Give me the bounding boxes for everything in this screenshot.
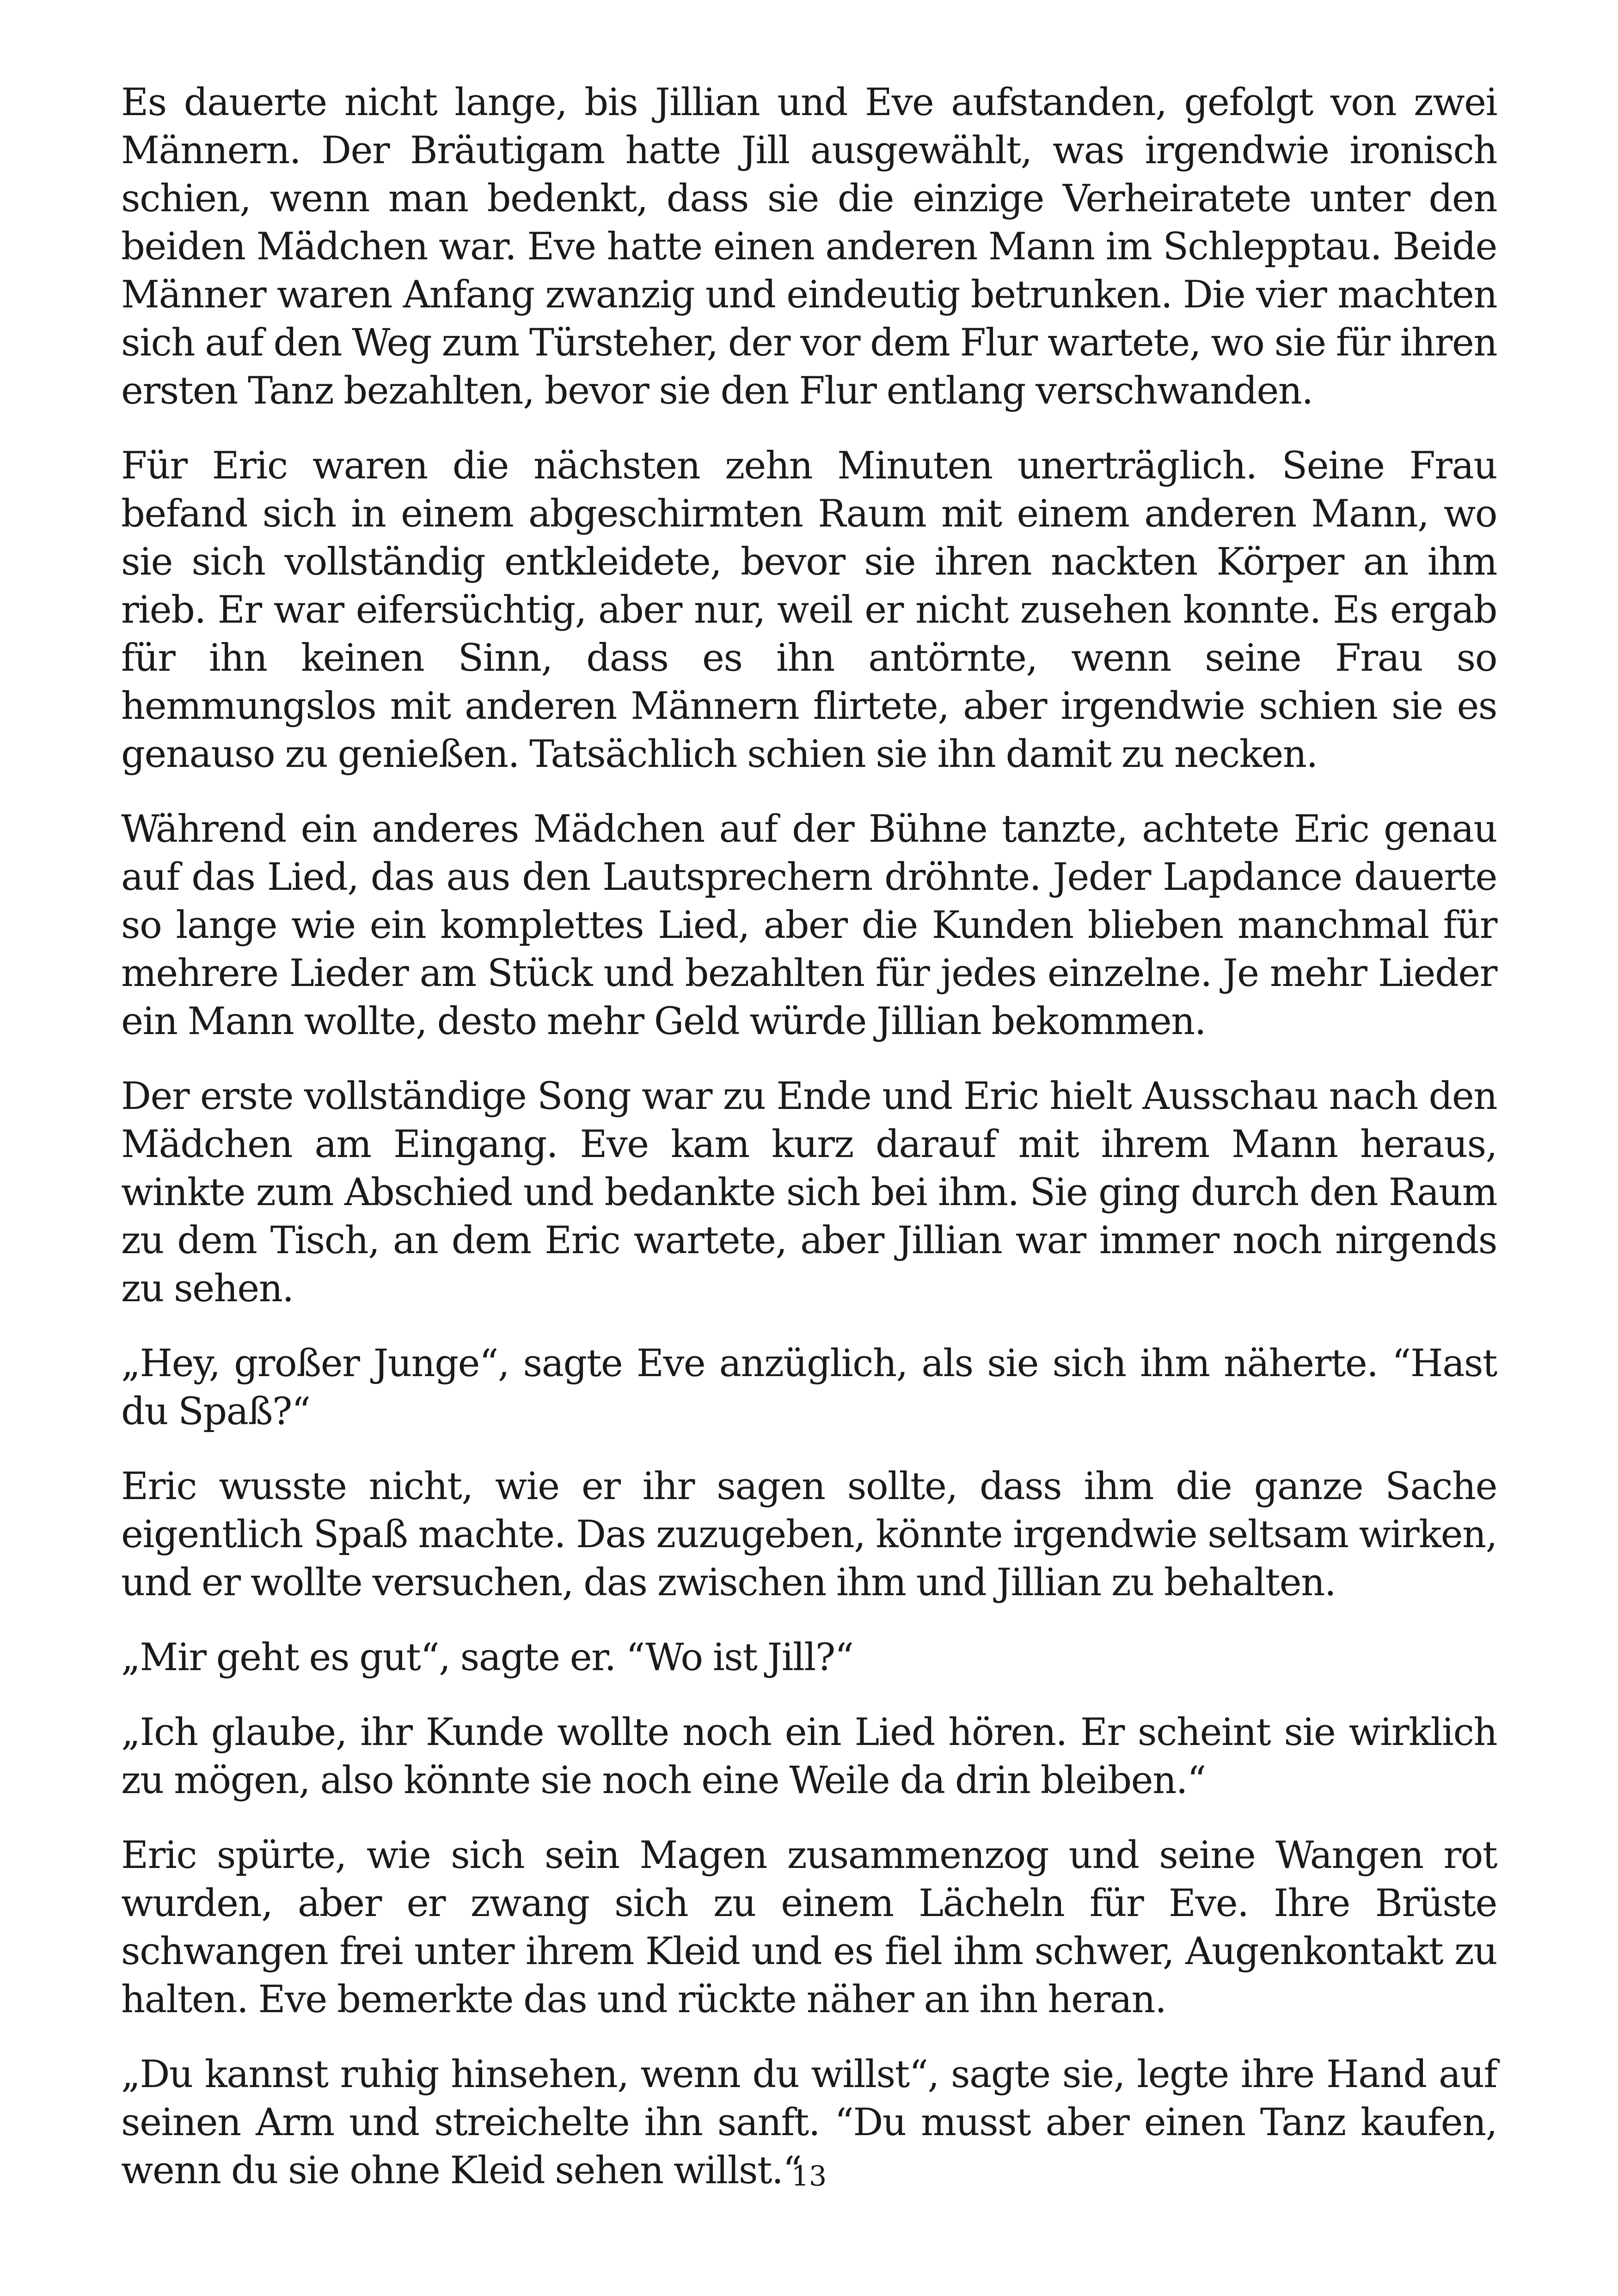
paragraph: „Hey, großer Junge“, sagte Eve anzüglich, als sie sich ihm näherte. “Hast du Spaß?“: [121, 1342, 1497, 1433]
paragraph: Der erste vollständige Song war zu Ende und Eric hielt Ausschau nach den Mädchen am Eingang. Eve kam kurz darauf mit ihrem Mann heraus, winkte zum Abschied und bedankte sich bei ihm. Sie ging durch den Raum zu dem Tisch, an dem Eric wartete, aber Jillian war immer noch nirgends zu sehen.: [121, 1075, 1497, 1310]
paragraph: „Du kannst ruhig hinsehen, wenn du willst“, sagte sie, legte ihre Hand auf seinen Arm und streichelte ihn sanft. “Du musst aber einen Tanz kaufen, wenn du sie ohne Kleid sehen willst.“: [121, 2053, 1497, 2192]
paragraph: „Ich glaube, ihr Kunde wollte noch ein Lied hören. Er scheint sie wirklich zu mögen, also könnte sie noch eine Weile da drin bleiben.“: [121, 1711, 1497, 1802]
paragraph: Eric wusste nicht, wie er ihr sagen sollte, dass ihm die ganze Sache eigentlich Spaß machte. Das zuzugeben, könnte irgendwie seltsam wirken, und er wollte versuchen, das zwischen ihm und Jillian zu behalten.: [121, 1465, 1497, 1604]
page-number: 13: [791, 2160, 827, 2192]
paragraph: Es dauerte nicht lange, bis Jillian und Eve aufstanden, gefolgt von zwei Männern. Der Bräutigam hatte Jill ausgewählt, was irgendwie ironisch schien, wenn man bedenkt, dass sie die einzige Verheiratete unter den beiden Mädchen war. Eve hatte einen anderen Mann im Schlepptau. Beide Männer waren Anfang zwanzig und eindeutig betrunken. Die vier machten sich auf den Weg zum Türsteher, der vor dem Flur wartete, wo sie für ihren ersten Tanz bezahlten, bevor sie den Flur entlang verschwanden.: [121, 81, 1497, 413]
body-text: [121, 79, 1497, 2222]
paragraph: Während ein anderes Mädchen auf der Bühne tanzte, achtete Eric genau auf das Lied, das aus den Lautsprechern dröhnte. Jeder Lapdance dauerte so lange wie ein komplettes Lied, aber die Kunden blieben manchmal für mehrere Lieder am Stück und bezahlten für jedes einzelne. Je mehr Lieder ein Mann wollte, desto mehr Geld würde Jillian bekommen.: [121, 808, 1497, 1043]
paragraph: „Mir geht es gut“, sagte er. “Wo ist Jill?“: [121, 1636, 853, 1679]
paragraph: Eric spürte, wie sich sein Magen zusammenzog und seine Wangen rot wurden, aber er zwang sich zu einem Lächeln für Eve. Ihre Brüste schwangen frei unter ihrem Kleid und es fiel ihm schwer, Augenkontakt zu halten. Eve bemerkte das und rückte näher an ihn heran.: [121, 1834, 1497, 2021]
paragraph: Für Eric waren die nächsten zehn Minuten unerträglich. Seine Frau befand sich in einem abgeschirmten Raum mit einem anderen Mann, wo sie sich vollständig entkleidete, bevor sie ihren nackten Körper an ihm rieb. Er war eifersüchtig, aber nur, weil er nicht zusehen konnte. Es ergab für ihn keinen Sinn, dass es ihn antörnte, wenn seine Frau so hemmungslos mit anderen Männern flirtete, aber irgendwie schien sie es genauso zu genießen. Tatsächlich schien sie ihn damit zu necken.: [121, 444, 1497, 776]
